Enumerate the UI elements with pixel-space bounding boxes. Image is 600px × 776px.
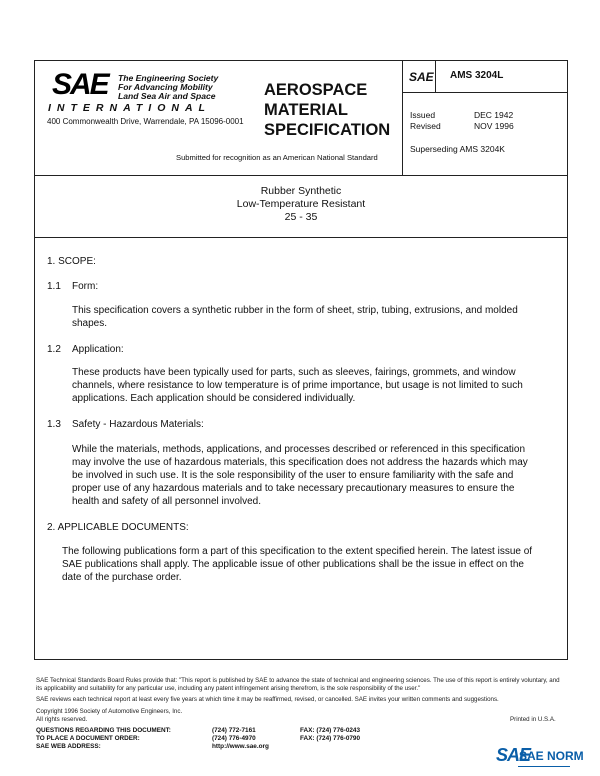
section-heading: 2. APPLICABLE DOCUMENTS: [47, 522, 189, 533]
footer-contact-label: QUESTIONS REGARDING THIS DOCUMENT: [36, 727, 171, 734]
header-column-divider [402, 60, 403, 175]
section-body: The following publications form a part of this specification to the extent specified herein. The latest issue of SAE publications shall apply. The applicable issue of other publications shall be the issue in effect on the date of the purchase order. [62, 546, 533, 583]
submitted-note: Submitted for recognition as an American National Standard [176, 153, 378, 162]
address: 400 Commonwealth Drive, Warrendale, PA 15096-0001 [47, 117, 244, 126]
society-line: Land Sea Air and Space [118, 91, 216, 101]
doc-title-line: 25 - 35 [284, 211, 318, 223]
superseding-note: Superseding AMS 3204K [410, 144, 505, 154]
issued-date: DEC 1942 [474, 110, 514, 120]
section-title: Application: [72, 344, 124, 355]
society-line: For Advancing Mobility [118, 82, 213, 92]
section-number: 1.2 [47, 344, 61, 355]
footer-printed: Printed in U.S.A. [510, 716, 556, 723]
international-label: INTERNATIONAL [48, 102, 211, 114]
doc-title-line: Low-Temperature Resistant [236, 198, 366, 210]
sae-norm-logo: SAE [496, 745, 531, 765]
society-line: The Engineering Society [118, 73, 219, 83]
header-divider [34, 175, 568, 176]
sae-small-logo: SAE [409, 70, 434, 84]
footer-disclaimer: SAE Technical Standards Board Rules provide that: "This report is published by SAE to advance the state of technical and engineering sciences. The use of this report is entirely voluntary, and its applicability and suitability for any particular use, including any patent infringement arising therefrom, is the sole responsibility of the user." [36, 677, 560, 692]
section-body: This specification covers a synthetic rubber in the form of sheet, strip, tubing, extrusions, and molded shapes. [72, 305, 518, 329]
spec-title-line: MATERIAL [264, 101, 349, 119]
section-body: These products have been typically used for parts, such as sleeves, fairings, grommets, and window channels, where resistance to low temperature is of prime importance, but usage is not limited to such applications. Each application should be considered individually. [72, 367, 523, 404]
section-title: Safety - Hazardous Materials: [72, 419, 204, 430]
section-body: While the materials, methods, applications, and processes described or referenced in this specification may involve the use of hazardous materials, this specification does not address the hazards which may be involved in such use. It is the sole responsibility of the user to ensure familiarity with the safe and proper use of any hazardous materials and to take necessary precautionary measures to ensure the health and safety of all personnel involved. [72, 444, 528, 507]
footer-fax: FAX: (724) 776-0790 [300, 735, 361, 742]
footer-copyright: Copyright 1996 Society of Automotive Engineers, Inc. [36, 708, 183, 715]
section-number: 1.3 [47, 419, 61, 430]
society-tagline [118, 74, 218, 101]
footer-phone: (724) 772-7161 [212, 727, 256, 734]
doc-title-line: Rubber Synthetic [260, 185, 342, 197]
footer-phone: (724) 776-4970 [212, 735, 256, 742]
spec-title-line: AEROSPACE [264, 81, 368, 99]
section-number: 1.1 [47, 281, 61, 292]
doc-number-divider [402, 92, 568, 93]
logo-cell-divider [435, 60, 436, 92]
title-divider [34, 237, 568, 238]
footer-fax: FAX: (724) 776-0243 [300, 727, 361, 734]
doc-number: AMS 3204L [450, 70, 504, 81]
footer-rights: All rights reserved. [36, 716, 88, 723]
spec-type-title [264, 80, 390, 140]
section-title: Form: [72, 281, 99, 292]
footer-contact-label: TO PLACE A DOCUMENT ORDER: [36, 735, 140, 742]
footer-web-link[interactable]: http://www.sae.org [212, 743, 269, 750]
footer-review-note: SAE reviews each technical report at least every five years at which time it may be reaffirmed, revised, or cancelled. SAE invites your written comments and suggestions. [36, 696, 499, 703]
issued-label: Issued [410, 110, 436, 120]
revised-date: NOV 1996 [474, 121, 514, 131]
revised-label: Revised [410, 121, 441, 131]
sae-norm-text: SAE NORM [519, 749, 584, 763]
spec-title-line: SPECIFICATION [264, 121, 391, 139]
footer-contact-label: SAE WEB ADDRESS: [36, 743, 101, 750]
sae-norm-underline [518, 766, 570, 767]
sae-logo: SAE [52, 68, 108, 101]
section-heading: 1. SCOPE: [47, 256, 96, 267]
